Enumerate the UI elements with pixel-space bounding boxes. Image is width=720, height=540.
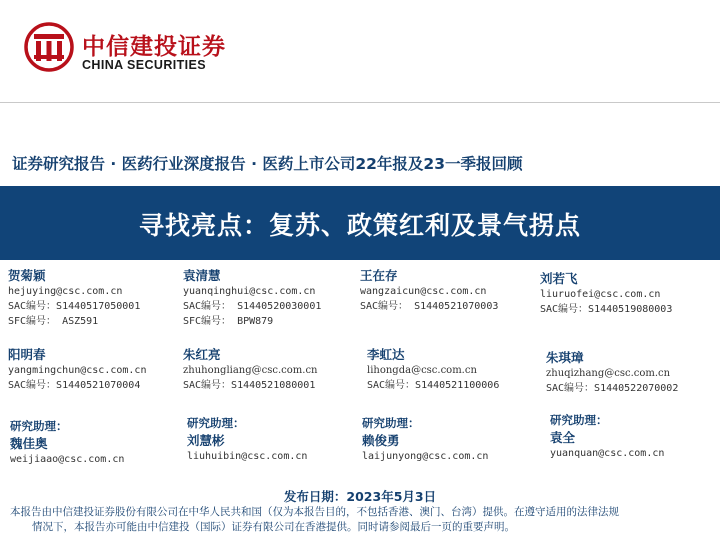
analyst-name: 李虹达 (367, 347, 405, 362)
analyst-email[interactable]: yuanqinghui@csc.com.cn (183, 286, 316, 297)
analyst-sfc: SFC编号： BPW879 (183, 316, 274, 327)
analyst-name: 朱红亮 (183, 347, 221, 362)
assistant-email[interactable]: laijunyong@csc.com.cn (362, 451, 489, 462)
analyst-sfc: SFC编号： ASZ591 (8, 316, 99, 327)
assistant-name: 袁全 (550, 430, 576, 445)
brand-name-cn: 中信建投证券 (82, 34, 226, 60)
assistant-name: 赖俊勇 (362, 433, 400, 448)
analyst-email[interactable]: zhuqizhang@csc.com.cn (546, 368, 671, 379)
analyst-sac: SAC编号：S1440521080001 (183, 380, 316, 391)
disclaimer (10, 505, 714, 535)
analyst-card (8, 267, 140, 329)
analyst-card (360, 267, 498, 314)
assistant-email[interactable]: liuhuibin@csc.com.cn (187, 451, 308, 462)
assistant-email[interactable]: weijiaao@csc.com.cn (10, 454, 125, 465)
analyst-card (8, 346, 146, 393)
assistant-card (550, 412, 664, 461)
analyst-email[interactable]: zhuhongliang@csc.com.cn (183, 365, 318, 376)
assistant-name: 刘慧彬 (187, 433, 225, 448)
analyst-card (367, 346, 499, 393)
analyst-sac: SAC编号： S1440521070003 (360, 301, 499, 312)
analyst-sac: SAC编号：S1440517050001 (8, 301, 141, 312)
publish-date: 发布日期：2023年5月3日 (283, 489, 437, 504)
disclaimer-line: 情况下，本报告亦可能由中信建投（国际）证券有限公司在香港提供。同时请参阅最后一页的重要声明。 (32, 521, 515, 533)
analyst-email[interactable]: liuruofei@csc.com.cn (540, 289, 661, 300)
analyst-name: 阳明春 (8, 347, 46, 362)
analyst-email[interactable]: yangmingchun@csc.com.cn (8, 365, 147, 376)
assistant-card (362, 415, 488, 464)
assistant-card (187, 415, 307, 464)
analyst-name: 刘若飞 (540, 271, 578, 286)
assistant-email[interactable]: yuanquan@csc.com.cn (550, 448, 665, 459)
analyst-card (546, 349, 678, 396)
analyst-email[interactable]: lihongda@csc.com.cn (367, 365, 477, 376)
analyst-sac: SAC编号：S1440521070004 (8, 380, 141, 391)
analyst-card (183, 346, 318, 393)
analyst-name: 朱琪璋 (546, 350, 584, 365)
report-breadcrumb: 证券研究报告 · 医药行业深度报告 · 医药上市公司22年报及23一季报回顾 (12, 155, 523, 173)
title-banner (0, 186, 720, 260)
brand-name-en: CHINA SECURITIES (82, 58, 207, 72)
report-title: 寻找亮点：复苏、政策红利及景气拐点 (138, 211, 581, 240)
analyst-email[interactable]: hejuying@csc.com.cn (8, 286, 123, 297)
analyst-sac: SAC编号：S1440521100006 (367, 380, 500, 391)
assistant-role: 研究助理： (187, 416, 245, 430)
analyst-sac: SAC编号： S1440520030001 (183, 301, 322, 312)
header-divider (0, 102, 720, 103)
assistant-role: 研究助理： (10, 419, 68, 433)
analyst-email[interactable]: wangzaicun@csc.com.cn (360, 286, 487, 297)
analyst-sac: SAC编号：S1440519080003 (540, 304, 673, 315)
disclaimer-line: 本报告由中信建投证券股份有限公司在中华人民共和国（仅为本报告目的，不包括香港、澳门、台湾）提供。在遵守适用的法律法规 (10, 506, 619, 518)
assistant-role: 研究助理： (550, 413, 608, 427)
analyst-name: 袁清慧 (183, 268, 221, 283)
china-securities-logo-icon (24, 22, 74, 72)
assistant-name: 魏佳奥 (10, 436, 48, 451)
analyst-name: 贺菊颖 (8, 268, 46, 283)
assistant-card (10, 418, 124, 467)
analyst-name: 王在存 (360, 268, 398, 283)
analyst-card (540, 270, 672, 317)
analyst-sac: SAC编号：S1440522070002 (546, 383, 679, 394)
analyst-card (183, 267, 321, 329)
assistant-role: 研究助理： (362, 416, 420, 430)
